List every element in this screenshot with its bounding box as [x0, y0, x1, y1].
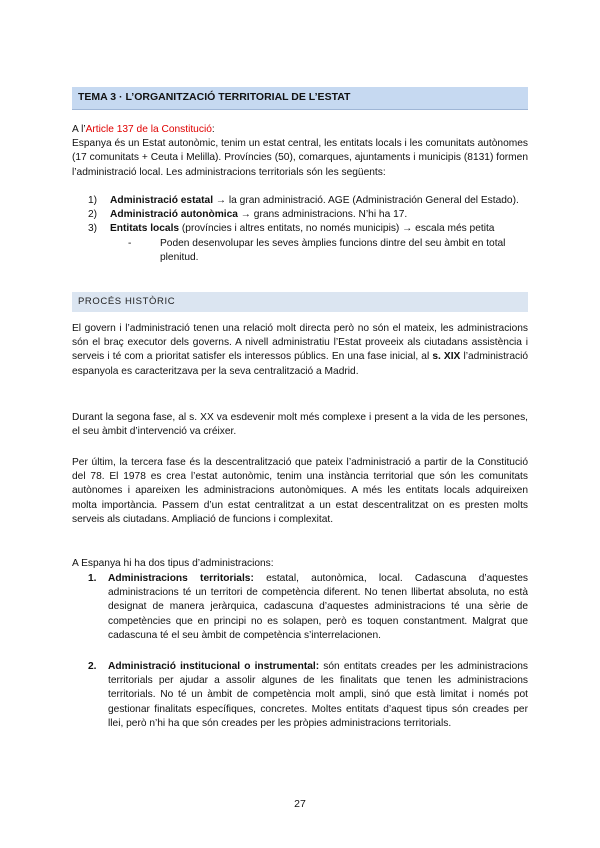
list-item-bold: Administracions territorials:	[108, 573, 254, 584]
list-item-text: són entitats creades per les administracions territorials per ajudar a assolir algunes de les finalitats que tenen les administracions territorials. No té un àmbit de competència molt ampli, sinó que està limitat i només pot gestionar finalitats específiques, concretes. Moltes entitats d’aquest tipus són creades per llei, però n’hi ha que són creades per les pròpies administracions territorials.	[108, 661, 528, 729]
sub-item-text: Poden desenvolupar les seves àmplies funcions dintre del seu àmbit en total plenitud.	[160, 237, 506, 263]
types-item-2	[72, 660, 528, 731]
history-paragraph-1	[72, 322, 528, 379]
types-intro: A Espanya hi ha dos tipus d’administracions:	[72, 558, 274, 569]
intro-block	[72, 123, 528, 180]
list-item-bold: Administració autonòmica	[110, 209, 238, 221]
list-number: 3)	[88, 223, 98, 235]
admin-list	[72, 194, 528, 265]
section-heading: PROCÉS HISTÒRIC	[78, 296, 176, 307]
list-item-bold: Administració estatal	[110, 195, 214, 206]
intro-suffix: :	[211, 124, 215, 135]
types-item-body	[108, 572, 528, 643]
dash-bullet: -	[128, 237, 132, 249]
list-number: 2.	[88, 661, 97, 672]
intro-prefix: A l’	[72, 124, 86, 135]
list-item	[72, 222, 528, 236]
list-item	[72, 208, 528, 222]
intro-paragraph: Espanya és un Estat autonòmic, tenim un estat central, les entitats locals i les comunitats autònomes (17 comunitats + Ceuta i Melilla). Províncies (50), comarques, ajuntaments i municipis (8131) formen l’administració local. Les administracions territorials són les següents:	[72, 138, 528, 178]
constitution-article-link[interactable]: Article 137 de la Constitució	[85, 124, 212, 135]
intro-line	[72, 123, 528, 137]
century-bold: s. XIX	[432, 351, 461, 363]
list-item-text: → grans administracions. N’hi ha 17.	[237, 209, 408, 221]
types-item-body	[108, 660, 528, 731]
list-number: 1.	[88, 573, 97, 584]
list-item	[72, 194, 528, 208]
list-item-text: (províncies i altres entitats, no només municipis) → escala més petita	[179, 223, 495, 235]
chapter-title: TEMA 3 · L’ORGANITZACIÓ TERRITORIAL DE L’ESTAT	[78, 91, 351, 103]
types-item-1	[72, 572, 528, 643]
list-number: 1)	[88, 195, 98, 206]
list-item-text: estatal, autonòmica, local. Cadascuna d’aquestes administracions té un territori de competència diferent. No tenen llibertat absoluta, no està designat de manera jeràrquica, cadascuna d’aquestes administracions té una sèrie de competències que en principi no es solapen, però es toquen constantment. Malgrat que cadascuna té el seu àmbit de competència s’interrelacionen.	[108, 573, 528, 641]
sub-list-item	[72, 237, 528, 265]
list-item-bold: Entitats locals	[110, 223, 180, 235]
list-number: 2)	[88, 209, 98, 221]
history-paragraph-3: Per últim, la tercera fase és la descentralització que pateix l’administració a partir de la Constitució del 78. El 1978 es crea l’estat autonòmic, tenim una instància territorial que són les comunitats autònomes i apareixen les administracions autonòmiques. A més les entitats locals adquireixen molta importància. Passem d’un estat centralitzat a un estat descentralitzat on es presten molts serveis als ciutadans. Ampliació de funcions i complexitat.	[72, 457, 528, 525]
section-heading-bar	[72, 292, 528, 312]
history-text: El govern i l’administració tenen una relació molt directa però no són el mateix, les administracions són el braç executor dels governs. A nivell administratiu l’Estat proveeix als ciutadans assistència i serveis i té com a prioritat satisfer els interessos públics. En una fase inicial, al	[72, 323, 528, 363]
list-item-text: → la gran administració. AGE (Administración General del Estado).	[213, 195, 519, 206]
history-text: l’administració espanyola es caracteritzava per la seva centralització a Madrid.	[72, 351, 529, 377]
list-item-bold: Administració institucional o instrumental:	[108, 661, 320, 672]
page-number: 27	[294, 798, 306, 810]
history-paragraph-2: Durant la segona fase, al s. XX va esdevenir molt més complexe i present a la vida de les persones, el seu àmbit d’intervenció va créixer.	[72, 412, 528, 438]
chapter-title-bar	[72, 87, 528, 110]
